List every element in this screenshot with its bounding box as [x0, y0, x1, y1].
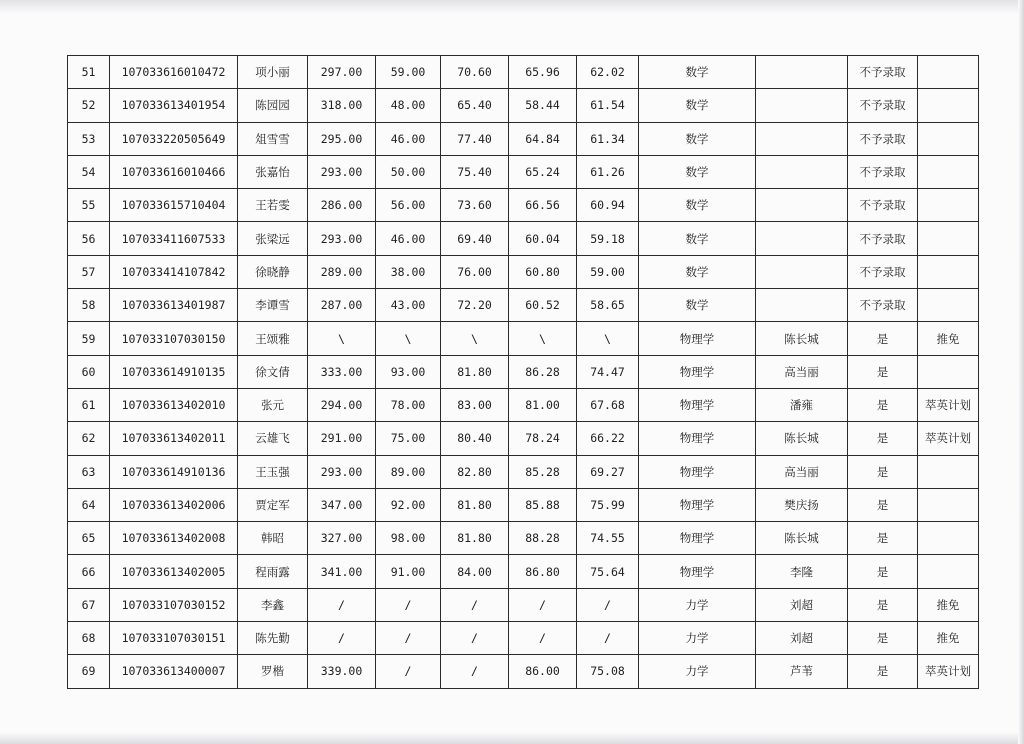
major-cell: 数学: [639, 289, 756, 322]
table-row: [68, 388, 979, 421]
final-score-cell: 75.64: [577, 555, 639, 588]
final-score-cell: /: [577, 588, 639, 621]
remark-cell: [918, 555, 979, 588]
final-score-cell: 74.55: [577, 522, 639, 555]
candidate-id-cell: 107033616010466: [110, 155, 238, 188]
score-3-cell: \: [509, 322, 577, 355]
remark-cell: 萃英计划: [918, 655, 979, 688]
score-2-cell: 73.60: [441, 189, 509, 222]
table-row: [68, 322, 979, 355]
score-1-cell: 46.00: [376, 122, 441, 155]
preliminary-score-cell: 347.00: [308, 488, 376, 521]
admission-decision-cell: 是: [848, 422, 918, 455]
candidate-name-cell: 项小丽: [238, 56, 308, 89]
score-1-cell: 78.00: [376, 388, 441, 421]
score-2-cell: 70.60: [441, 56, 509, 89]
candidate-id-cell: 107033613402011: [110, 422, 238, 455]
major-cell: 数学: [639, 222, 756, 255]
major-cell: 数学: [639, 255, 756, 288]
candidate-name-cell: 俎雪雪: [238, 122, 308, 155]
candidate-id-cell: 107033613401987: [110, 289, 238, 322]
final-score-cell: 75.99: [577, 488, 639, 521]
major-cell: 数学: [639, 122, 756, 155]
remark-cell: [918, 189, 979, 222]
score-2-cell: 75.40: [441, 155, 509, 188]
major-cell: 物理学: [639, 555, 756, 588]
major-cell: 数学: [639, 155, 756, 188]
preliminary-score-cell: 293.00: [308, 155, 376, 188]
table-row: [68, 455, 979, 488]
score-3-cell: 60.04: [509, 222, 577, 255]
admission-results-table: [67, 55, 979, 689]
row-number-cell: 53: [68, 122, 110, 155]
candidate-name-cell: 程雨露: [238, 555, 308, 588]
preliminary-score-cell: 318.00: [308, 89, 376, 122]
supervisor-cell: 陈长城: [756, 322, 848, 355]
score-2-cell: 76.00: [441, 255, 509, 288]
row-number-cell: 69: [68, 655, 110, 688]
admission-decision-cell: 是: [848, 455, 918, 488]
score-3-cell: 86.80: [509, 555, 577, 588]
score-2-cell: 80.40: [441, 422, 509, 455]
final-score-cell: 69.27: [577, 455, 639, 488]
remark-cell: 萃英计划: [918, 388, 979, 421]
major-cell: 物理学: [639, 455, 756, 488]
row-number-cell: 54: [68, 155, 110, 188]
candidate-id-cell: 107033220505649: [110, 122, 238, 155]
major-cell: 物理学: [639, 355, 756, 388]
final-score-cell: 58.65: [577, 289, 639, 322]
candidate-id-cell: 107033414107842: [110, 255, 238, 288]
table-row: [68, 655, 979, 688]
supervisor-cell: [756, 89, 848, 122]
table-row: [68, 555, 979, 588]
candidate-name-cell: 张梁远: [238, 222, 308, 255]
score-1-cell: 46.00: [376, 222, 441, 255]
table-row: [68, 289, 979, 322]
score-1-cell: 59.00: [376, 56, 441, 89]
preliminary-score-cell: /: [308, 622, 376, 655]
row-number-cell: 60: [68, 355, 110, 388]
admission-decision-cell: 是: [848, 655, 918, 688]
candidate-name-cell: 陈先勤: [238, 622, 308, 655]
table-row: [68, 122, 979, 155]
candidate-id-cell: 107033107030152: [110, 588, 238, 621]
row-number-cell: 57: [68, 255, 110, 288]
row-number-cell: 64: [68, 488, 110, 521]
admission-decision-cell: 不予录取: [848, 122, 918, 155]
major-cell: 物理学: [639, 488, 756, 521]
supervisor-cell: 樊庆扬: [756, 488, 848, 521]
final-score-cell: 60.94: [577, 189, 639, 222]
candidate-name-cell: 贾定军: [238, 488, 308, 521]
score-3-cell: 60.52: [509, 289, 577, 322]
admission-decision-cell: 不予录取: [848, 222, 918, 255]
row-number-cell: 55: [68, 189, 110, 222]
score-1-cell: 50.00: [376, 155, 441, 188]
score-1-cell: \: [376, 322, 441, 355]
table-row: [68, 222, 979, 255]
score-1-cell: 98.00: [376, 522, 441, 555]
table-row: [68, 255, 979, 288]
admission-decision-cell: 是: [848, 388, 918, 421]
table-row: [68, 56, 979, 89]
remark-cell: [918, 56, 979, 89]
score-2-cell: 81.80: [441, 522, 509, 555]
supervisor-cell: [756, 122, 848, 155]
remark-cell: [918, 355, 979, 388]
admission-decision-cell: 不予录取: [848, 189, 918, 222]
preliminary-score-cell: 341.00: [308, 555, 376, 588]
score-3-cell: 65.96: [509, 56, 577, 89]
remark-cell: [918, 122, 979, 155]
final-score-cell: 75.08: [577, 655, 639, 688]
major-cell: 力学: [639, 588, 756, 621]
score-2-cell: /: [441, 622, 509, 655]
score-1-cell: 38.00: [376, 255, 441, 288]
preliminary-score-cell: 289.00: [308, 255, 376, 288]
score-3-cell: 66.56: [509, 189, 577, 222]
supervisor-cell: 李隆: [756, 555, 848, 588]
candidate-id-cell: 107033613402005: [110, 555, 238, 588]
candidate-name-cell: 徐文倩: [238, 355, 308, 388]
row-number-cell: 62: [68, 422, 110, 455]
preliminary-score-cell: 291.00: [308, 422, 376, 455]
candidate-id-cell: 107033613402008: [110, 522, 238, 555]
remark-cell: 推免: [918, 622, 979, 655]
table-row: [68, 422, 979, 455]
remark-cell: 推免: [918, 322, 979, 355]
remark-cell: [918, 289, 979, 322]
row-number-cell: 66: [68, 555, 110, 588]
table-row: [68, 155, 979, 188]
candidate-id-cell: 107033107030151: [110, 622, 238, 655]
preliminary-score-cell: 287.00: [308, 289, 376, 322]
candidate-name-cell: 王颂雅: [238, 322, 308, 355]
remark-cell: [918, 222, 979, 255]
final-score-cell: \: [577, 322, 639, 355]
score-3-cell: 85.28: [509, 455, 577, 488]
page-edge-right: [1018, 0, 1024, 744]
admission-decision-cell: 是: [848, 488, 918, 521]
score-3-cell: /: [509, 622, 577, 655]
candidate-name-cell: 王若雯: [238, 189, 308, 222]
admission-decision-cell: 是: [848, 555, 918, 588]
score-2-cell: 69.40: [441, 222, 509, 255]
major-cell: 物理学: [639, 322, 756, 355]
score-1-cell: /: [376, 655, 441, 688]
row-number-cell: 52: [68, 89, 110, 122]
score-2-cell: /: [441, 588, 509, 621]
supervisor-cell: 陈长城: [756, 422, 848, 455]
score-3-cell: 85.88: [509, 488, 577, 521]
remark-cell: 推免: [918, 588, 979, 621]
score-1-cell: 91.00: [376, 555, 441, 588]
preliminary-score-cell: 333.00: [308, 355, 376, 388]
candidate-id-cell: 107033614910135: [110, 355, 238, 388]
score-3-cell: 88.28: [509, 522, 577, 555]
supervisor-cell: 潘雍: [756, 388, 848, 421]
candidate-id-cell: 107033411607533: [110, 222, 238, 255]
preliminary-score-cell: 293.00: [308, 222, 376, 255]
score-1-cell: /: [376, 588, 441, 621]
candidate-id-cell: 107033615710404: [110, 189, 238, 222]
major-cell: 物理学: [639, 522, 756, 555]
preliminary-score-cell: 294.00: [308, 388, 376, 421]
major-cell: 数学: [639, 56, 756, 89]
remark-cell: [918, 89, 979, 122]
preliminary-score-cell: 293.00: [308, 455, 376, 488]
page-edge-bottom: [0, 732, 1024, 744]
score-2-cell: \: [441, 322, 509, 355]
score-2-cell: /: [441, 655, 509, 688]
supervisor-cell: [756, 189, 848, 222]
score-3-cell: 60.80: [509, 255, 577, 288]
final-score-cell: 74.47: [577, 355, 639, 388]
major-cell: 物理学: [639, 422, 756, 455]
admission-decision-cell: 是: [848, 322, 918, 355]
score-2-cell: 81.80: [441, 488, 509, 521]
candidate-id-cell: 107033107030150: [110, 322, 238, 355]
candidate-id-cell: 107033613402010: [110, 388, 238, 421]
row-number-cell: 56: [68, 222, 110, 255]
supervisor-cell: 刘超: [756, 622, 848, 655]
remark-cell: 萃英计划: [918, 422, 979, 455]
candidate-id-cell: 107033613401954: [110, 89, 238, 122]
score-3-cell: /: [509, 588, 577, 621]
score-1-cell: 48.00: [376, 89, 441, 122]
score-3-cell: 65.24: [509, 155, 577, 188]
final-score-cell: /: [577, 622, 639, 655]
score-3-cell: 86.28: [509, 355, 577, 388]
score-2-cell: 81.80: [441, 355, 509, 388]
supervisor-cell: [756, 155, 848, 188]
remark-cell: [918, 255, 979, 288]
supervisor-cell: 芦苇: [756, 655, 848, 688]
final-score-cell: 67.68: [577, 388, 639, 421]
admission-decision-cell: 不予录取: [848, 289, 918, 322]
admission-decision-cell: 是: [848, 355, 918, 388]
score-3-cell: 64.84: [509, 122, 577, 155]
supervisor-cell: 高当丽: [756, 455, 848, 488]
candidate-id-cell: 107033616010472: [110, 56, 238, 89]
candidate-name-cell: 张嘉怡: [238, 155, 308, 188]
supervisor-cell: [756, 255, 848, 288]
score-2-cell: 72.20: [441, 289, 509, 322]
row-number-cell: 63: [68, 455, 110, 488]
candidate-name-cell: 徐晓静: [238, 255, 308, 288]
major-cell: 物理学: [639, 388, 756, 421]
score-1-cell: 92.00: [376, 488, 441, 521]
candidate-name-cell: 韩昭: [238, 522, 308, 555]
table-row: [68, 588, 979, 621]
supervisor-cell: [756, 289, 848, 322]
remark-cell: [918, 488, 979, 521]
candidate-name-cell: 张元: [238, 388, 308, 421]
row-number-cell: 65: [68, 522, 110, 555]
supervisor-cell: 刘超: [756, 588, 848, 621]
score-1-cell: 93.00: [376, 355, 441, 388]
final-score-cell: 59.00: [577, 255, 639, 288]
row-number-cell: 58: [68, 289, 110, 322]
row-number-cell: 67: [68, 588, 110, 621]
final-score-cell: 62.02: [577, 56, 639, 89]
major-cell: 数学: [639, 89, 756, 122]
preliminary-score-cell: 295.00: [308, 122, 376, 155]
table-row: [68, 89, 979, 122]
row-number-cell: 51: [68, 56, 110, 89]
table-row: [68, 522, 979, 555]
table-body: [68, 56, 979, 689]
admission-decision-cell: 不予录取: [848, 56, 918, 89]
score-2-cell: 65.40: [441, 89, 509, 122]
supervisor-cell: 陈长城: [756, 522, 848, 555]
remark-cell: [918, 155, 979, 188]
admission-decision-cell: 不予录取: [848, 255, 918, 288]
remark-cell: [918, 522, 979, 555]
table-row: [68, 622, 979, 655]
preliminary-score-cell: 327.00: [308, 522, 376, 555]
row-number-cell: 61: [68, 388, 110, 421]
score-3-cell: 81.00: [509, 388, 577, 421]
supervisor-cell: 高当丽: [756, 355, 848, 388]
preliminary-score-cell: \: [308, 322, 376, 355]
candidate-id-cell: 107033614910136: [110, 455, 238, 488]
score-2-cell: 83.00: [441, 388, 509, 421]
supervisor-cell: [756, 56, 848, 89]
admission-decision-cell: 是: [848, 622, 918, 655]
score-3-cell: 58.44: [509, 89, 577, 122]
table-row: [68, 355, 979, 388]
final-score-cell: 61.34: [577, 122, 639, 155]
score-1-cell: /: [376, 622, 441, 655]
preliminary-score-cell: 297.00: [308, 56, 376, 89]
score-2-cell: 82.80: [441, 455, 509, 488]
final-score-cell: 61.26: [577, 155, 639, 188]
preliminary-score-cell: /: [308, 588, 376, 621]
major-cell: 力学: [639, 622, 756, 655]
major-cell: 数学: [639, 189, 756, 222]
candidate-name-cell: 陈园园: [238, 89, 308, 122]
page-edge-top: [0, 0, 1024, 14]
admission-decision-cell: 不予录取: [848, 155, 918, 188]
row-number-cell: 68: [68, 622, 110, 655]
score-1-cell: 89.00: [376, 455, 441, 488]
candidate-id-cell: 107033613402006: [110, 488, 238, 521]
candidate-name-cell: 王玉强: [238, 455, 308, 488]
candidate-name-cell: 李鑫: [238, 588, 308, 621]
candidate-name-cell: 罗楷: [238, 655, 308, 688]
admission-decision-cell: 不予录取: [848, 89, 918, 122]
candidate-name-cell: 李谭雪: [238, 289, 308, 322]
score-3-cell: 78.24: [509, 422, 577, 455]
score-1-cell: 75.00: [376, 422, 441, 455]
final-score-cell: 66.22: [577, 422, 639, 455]
major-cell: 力学: [639, 655, 756, 688]
row-number-cell: 59: [68, 322, 110, 355]
table-row: [68, 488, 979, 521]
score-1-cell: 43.00: [376, 289, 441, 322]
table-row: [68, 189, 979, 222]
admission-decision-cell: 是: [848, 522, 918, 555]
final-score-cell: 59.18: [577, 222, 639, 255]
admission-decision-cell: 是: [848, 588, 918, 621]
preliminary-score-cell: 339.00: [308, 655, 376, 688]
score-1-cell: 56.00: [376, 189, 441, 222]
candidate-name-cell: 云雄飞: [238, 422, 308, 455]
remark-cell: [918, 455, 979, 488]
score-2-cell: 77.40: [441, 122, 509, 155]
candidate-id-cell: 107033613400007: [110, 655, 238, 688]
score-2-cell: 84.00: [441, 555, 509, 588]
score-3-cell: 86.00: [509, 655, 577, 688]
supervisor-cell: [756, 222, 848, 255]
final-score-cell: 61.54: [577, 89, 639, 122]
preliminary-score-cell: 286.00: [308, 189, 376, 222]
